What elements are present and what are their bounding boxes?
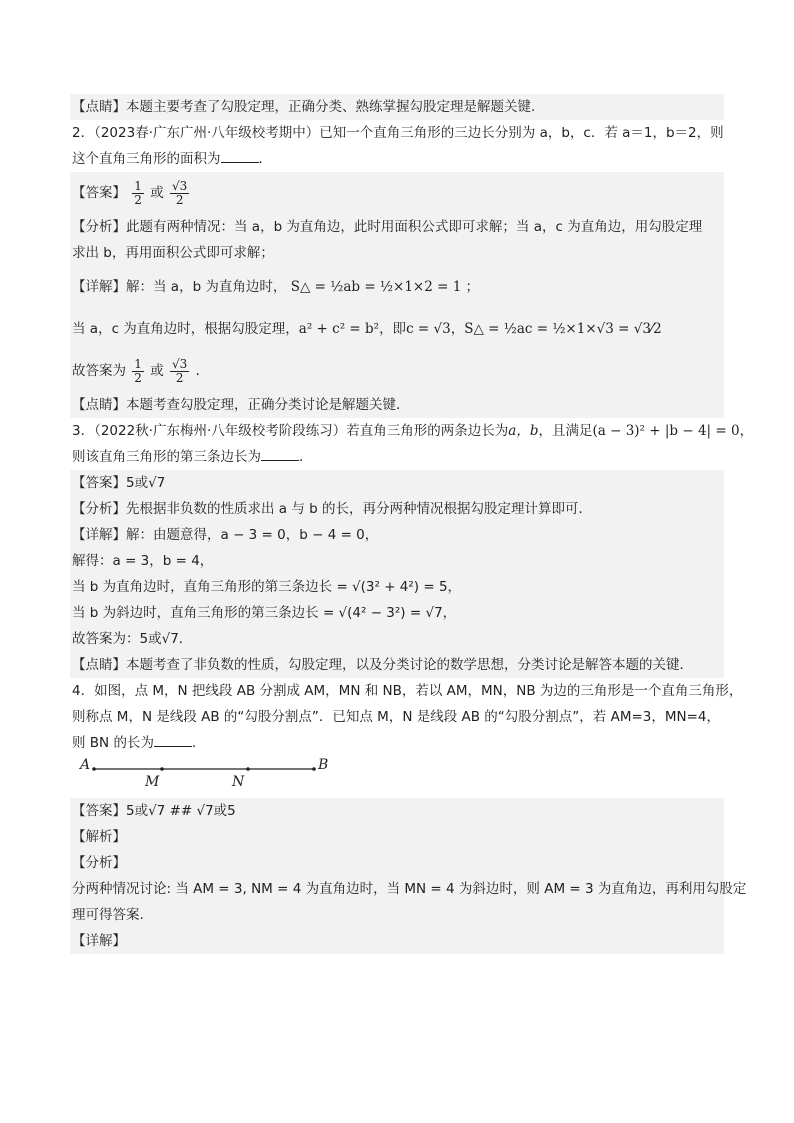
segment-figure: [70, 757, 724, 796]
denominator: 2: [175, 192, 184, 207]
text: 解得：a = 3，b = 4，: [72, 553, 214, 569]
value-c: c = √3: [406, 321, 451, 337]
fraction-half: [132, 358, 144, 385]
fraction-root3-over-2: [170, 180, 189, 207]
analysis-4-header: [70, 850, 724, 876]
text: ．: [299, 449, 313, 465]
text: 当 b 为直角边时，直角三角形的第三条边长 = √(3² + 4²) = 5，: [72, 579, 462, 595]
text: 【点睛】本题考查勾股定理，正确分类讨论是解题关键．: [72, 397, 410, 413]
text: 【分析】此题有两种情况：当 a，b 为直角边，此时用面积公式即可求解；当 a，c 为直角边，用勾股定理: [72, 219, 703, 235]
label-b: B: [318, 757, 329, 773]
answer-blank: [221, 148, 259, 163]
text: 或: [150, 363, 164, 379]
question-4-line-1: [70, 678, 743, 704]
text: 【答案】5或√7: [72, 475, 166, 491]
text: 3．（2022秋·广东梅州·八年级校考阶段练习）若直角三角形的两条边长为: [72, 423, 509, 439]
answer-blank: [261, 446, 299, 461]
text: 理可得答案.: [72, 907, 144, 923]
question-3-line-2: [70, 444, 724, 470]
text: 4．如图，点 M，N 把线段 AB 分割成 AM，MN 和 NB，若以 AM，MN，NB 为边的三角形是一个直角三角形，: [72, 683, 743, 699]
analysis-3: [70, 496, 724, 522]
detail-2-line-3: [70, 350, 724, 392]
detail-2-line-2: [70, 308, 724, 350]
point-n: [246, 767, 250, 771]
label-a: A: [80, 757, 91, 773]
text: ，即: [379, 321, 407, 337]
area-formula: S△ = ½ab = ½×1×2 = 1: [290, 279, 462, 295]
text: 分两种情况讨论: 当 AM = 3, NM = 4 为直角边时，当 MN = 4 为斜边时，则 AM = 3 为直角边，再利用勾股定: [72, 881, 747, 897]
detail-4-header: [70, 928, 724, 954]
question-4-line-2: [70, 704, 724, 730]
numerator: 1: [134, 356, 142, 371]
text: 当 b 为斜边时，直角三角形的第三条边长 = √(4² − 3²) = √7，: [72, 605, 457, 621]
key-point-2: [70, 392, 724, 418]
segment-line-svg: [80, 760, 340, 796]
analysis-2-line-2: [70, 240, 724, 266]
point-b: [312, 767, 316, 771]
numerator: √3: [172, 356, 188, 371]
numerator: √3: [172, 178, 188, 193]
text: 【答案】5或√7 ## √7或5: [72, 803, 236, 819]
text: 【答案】: [72, 185, 126, 201]
text: 【点睛】本题考查了非负数的性质，勾股定理，以及分类讨论的数学思想，分类讨论是解答本题的关键．: [72, 657, 693, 673]
analysis-4-line-2: [70, 902, 724, 928]
text: 求出 b，再用面积公式即可求解；: [72, 245, 274, 261]
analysis-4-line-1: [70, 876, 747, 902]
text: 则该直角三角形的第三条边长为: [72, 449, 261, 465]
label-m: M: [145, 774, 160, 790]
area-formula-2: ，S△ = ½ac = ½×1×√3 = √3⁄2: [450, 321, 662, 337]
analysis-2-line-1: [70, 214, 724, 240]
text: 【分析】先根据非负数的性质求出 a 与 b 的长，再分两种情况根据勾股定理计算即可．: [72, 501, 593, 517]
variables: a，b: [508, 423, 539, 439]
answer-2: [70, 172, 724, 214]
text: 【分析】: [72, 855, 126, 871]
detail-3-line-2: [70, 548, 724, 574]
fraction-half: [132, 180, 144, 207]
point-a: [92, 767, 96, 771]
detail-2-line-1: [70, 266, 724, 308]
text: ，且满足: [538, 423, 593, 439]
detail-3-line-3: [70, 574, 724, 600]
numerator: 1: [134, 178, 142, 193]
text: 这个直角三角形的面积为: [72, 151, 221, 167]
key-point-3: [70, 652, 724, 678]
denominator: 2: [134, 192, 142, 207]
denominator: 2: [134, 370, 142, 385]
condition-expression: (a − 3)² + |b − 4| = 0: [592, 423, 740, 439]
pythagorean-equation: a² + c² = b²: [298, 321, 380, 337]
text: 或: [150, 185, 164, 201]
text: 2．（2023春·广东广州·八年级校考期中）已知一个直角三角形的三边长分别为 a，b，c．若 a＝1，b＝2，则: [72, 125, 724, 141]
fraction-root3-over-2: [170, 358, 189, 385]
detail-3-line-5: [70, 626, 724, 652]
text: ．: [191, 735, 206, 751]
text: 故答案为：5或√7．: [72, 631, 193, 647]
denominator: 2: [175, 370, 184, 385]
text: 故答案为: [72, 363, 126, 379]
answer-3: [70, 470, 724, 496]
key-point-1: [70, 94, 724, 120]
question-4-line-3: [70, 730, 724, 756]
question-2-line-1: [70, 120, 724, 146]
text: ．: [195, 363, 210, 379]
text: ，: [739, 423, 754, 439]
question-2-line-2: [70, 146, 724, 172]
answer-4: [70, 798, 724, 824]
label-n: N: [232, 774, 245, 790]
detail-3-line-4: [70, 600, 724, 626]
detail-3-line-1: [70, 522, 724, 548]
text: 【详解】: [72, 933, 126, 949]
text: 【详解】解：当 a，b 为直角边时，: [72, 279, 287, 295]
text: ；: [465, 279, 480, 295]
document-content: [70, 94, 754, 954]
answer-blank: [154, 732, 192, 747]
text: 则 BN 的长为: [72, 735, 154, 751]
text: ．: [258, 151, 272, 167]
text: 【解析】: [72, 829, 126, 845]
text: 则称点 M，N 是线段 AB 的“勾股分割点”．已知点 M，N 是线段 AB 的“勾股分割点”，若 AM=3，MN=4，: [72, 709, 721, 725]
text: 当 a，c 为直角边时，根据勾股定理，: [72, 321, 299, 337]
solution-4-header: [70, 824, 724, 850]
question-3-line-1: [70, 418, 754, 444]
point-m: [160, 767, 164, 771]
text: 【点睛】本题主要考查了勾股定理，正确分类、熟练掌握勾股定理是解题关键．: [72, 99, 545, 115]
text: 【详解】解：由题意得，a − 3 = 0，b − 4 = 0，: [72, 527, 379, 543]
